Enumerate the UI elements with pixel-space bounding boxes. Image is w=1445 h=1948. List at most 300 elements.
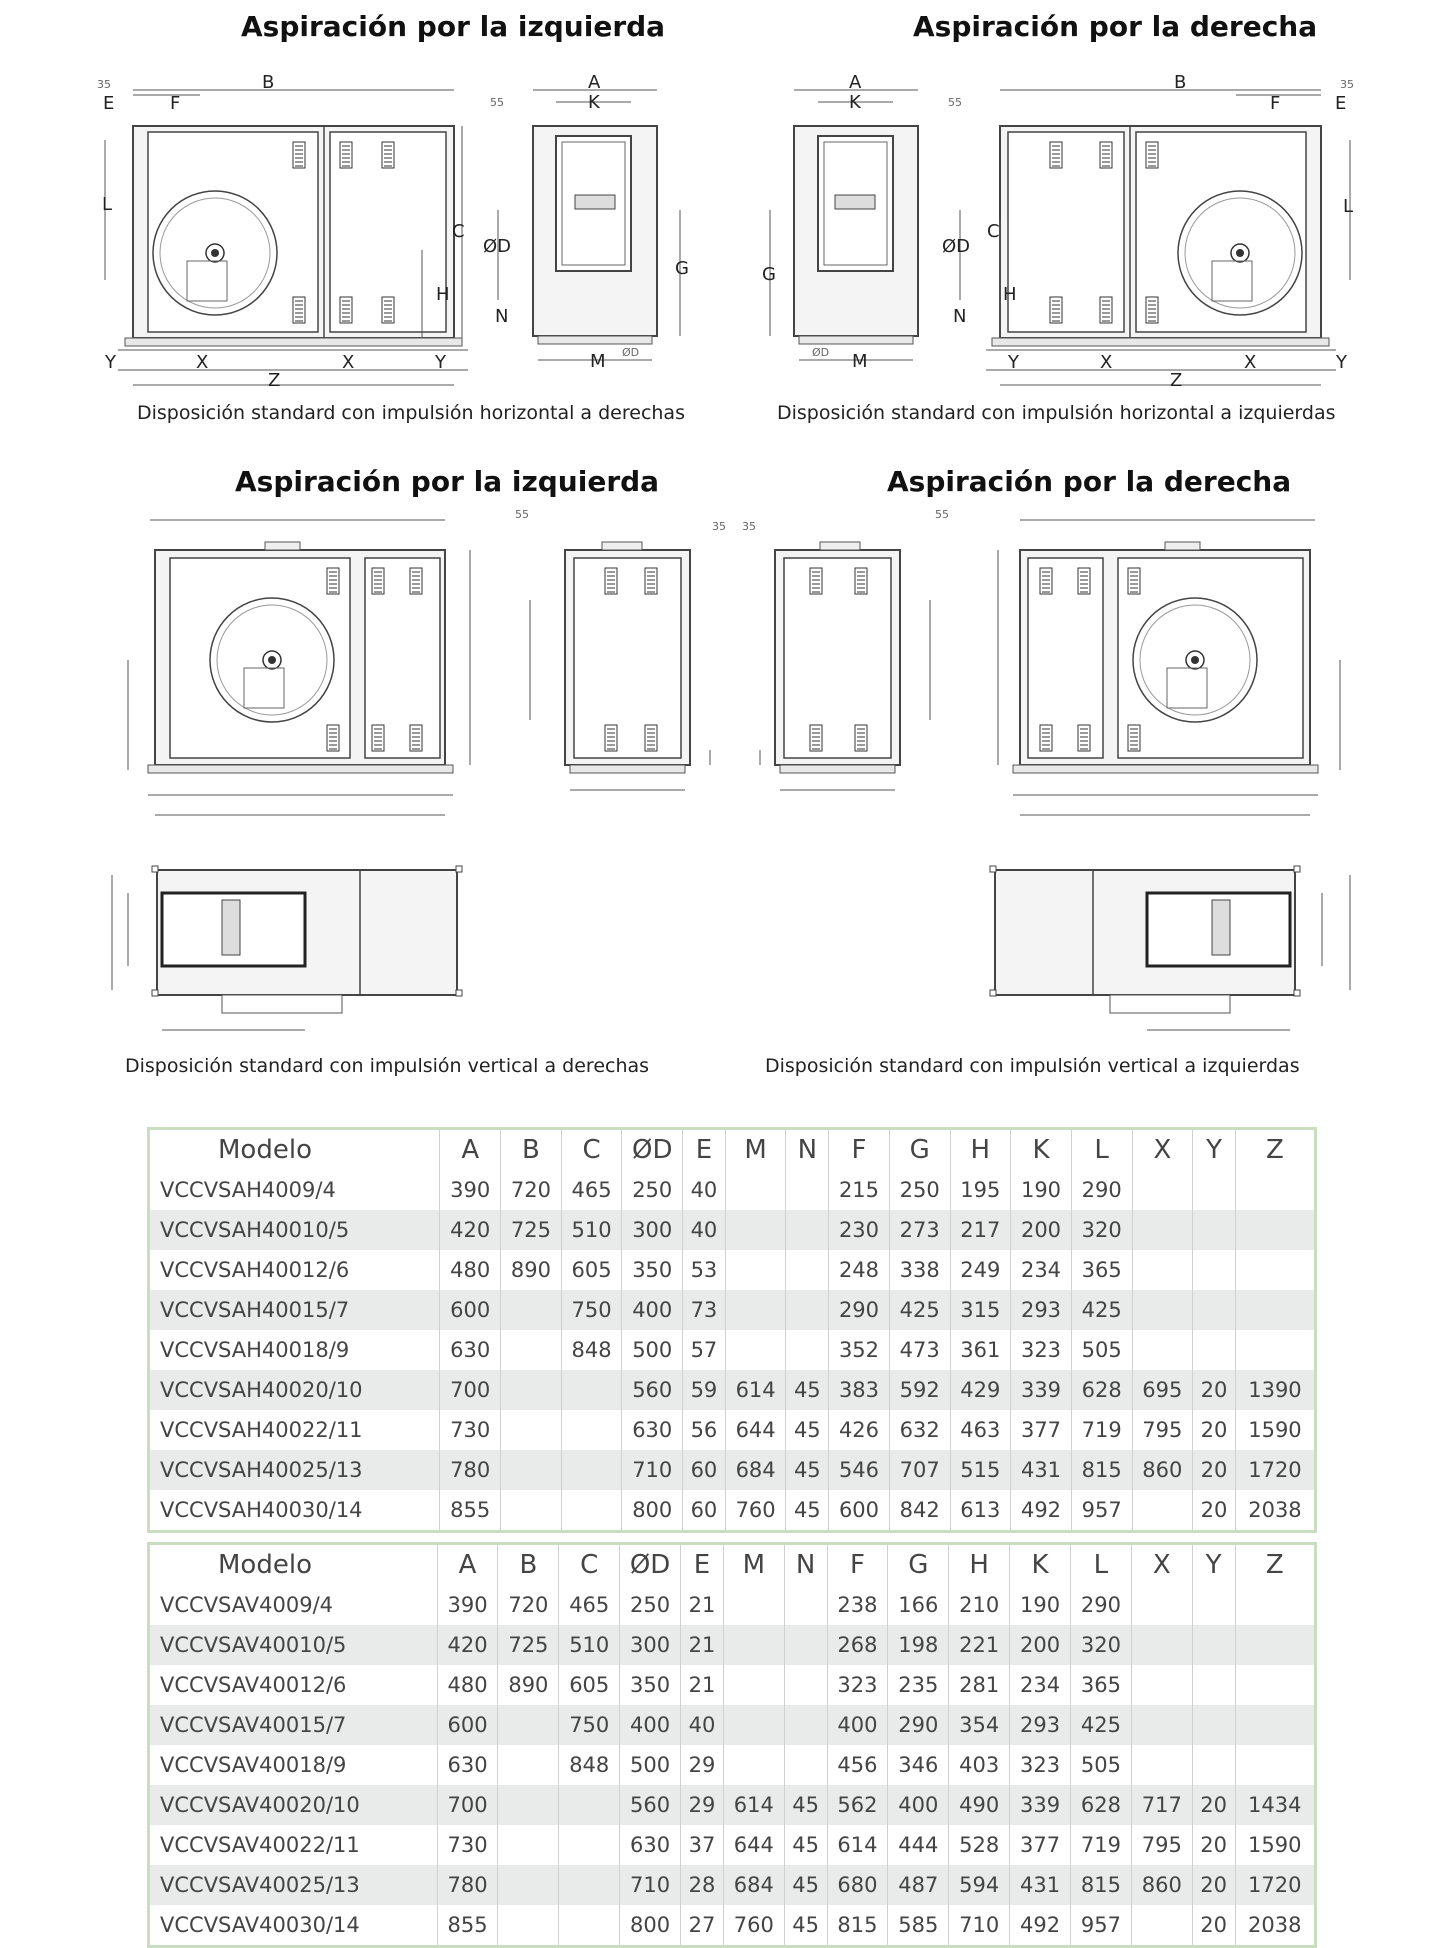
value-cell: 190	[1010, 1585, 1071, 1625]
dim-label: E	[103, 93, 115, 114]
value-cell: 320	[1071, 1210, 1132, 1250]
value-cell: 352	[829, 1330, 890, 1370]
value-cell: 1720	[1235, 1865, 1315, 1905]
table-row	[149, 1625, 1316, 1665]
dim-label: E	[1335, 93, 1347, 114]
value-cell: 320	[1070, 1625, 1131, 1665]
value-cell: 338	[889, 1250, 950, 1290]
value-cell: 614	[723, 1785, 784, 1825]
value-cell	[501, 1370, 562, 1410]
value-cell: 195	[950, 1170, 1011, 1210]
value-cell: 200	[1010, 1625, 1071, 1665]
value-cell: 560	[622, 1370, 683, 1410]
value-cell	[784, 1665, 827, 1705]
value-cell: 480	[437, 1665, 498, 1705]
value-cell: 339	[1010, 1785, 1071, 1825]
value-cell	[1193, 1250, 1236, 1290]
value-cell: 300	[622, 1210, 683, 1250]
value-cell: 600	[829, 1490, 890, 1532]
value-cell	[786, 1290, 829, 1330]
dim-label: F	[1270, 93, 1281, 114]
value-cell	[725, 1330, 786, 1370]
col-header: C	[561, 1129, 622, 1171]
col-header: B	[501, 1129, 562, 1171]
svg-text:ØD: ØD	[622, 346, 640, 359]
col-header: A	[440, 1129, 501, 1171]
value-cell: 420	[437, 1625, 498, 1665]
value-cell: 719	[1071, 1410, 1132, 1450]
value-cell: 431	[1010, 1865, 1071, 1905]
value-cell	[786, 1210, 829, 1250]
value-cell: 45	[784, 1785, 827, 1825]
value-cell	[784, 1585, 827, 1625]
value-cell	[725, 1210, 786, 1250]
value-cell	[1235, 1585, 1315, 1625]
svg-text:35: 35	[712, 520, 726, 533]
value-cell: 750	[559, 1705, 620, 1745]
value-cell: 45	[784, 1905, 827, 1947]
dim-label: Y	[435, 352, 446, 373]
col-header: ØD	[622, 1129, 683, 1171]
drawing-vertical-right-top	[990, 866, 1350, 1030]
value-cell: 45	[786, 1490, 829, 1532]
value-cell: 720	[498, 1585, 559, 1625]
value-cell: 400	[827, 1705, 888, 1745]
table-row	[149, 1905, 1316, 1947]
value-cell	[561, 1490, 622, 1532]
value-cell: 719	[1070, 1825, 1131, 1865]
value-cell: 29	[681, 1785, 724, 1825]
table-body	[149, 1585, 1316, 1947]
value-cell: 613	[950, 1490, 1011, 1532]
dim-label: H	[436, 284, 450, 305]
value-cell: 45	[786, 1410, 829, 1450]
col-header: ØD	[620, 1544, 681, 1586]
dim-label: X	[1100, 352, 1113, 373]
value-cell: 628	[1070, 1785, 1131, 1825]
value-cell	[561, 1450, 622, 1490]
value-cell: 560	[620, 1785, 681, 1825]
value-cell: 890	[501, 1250, 562, 1290]
value-cell: 815	[1070, 1865, 1131, 1905]
value-cell	[501, 1450, 562, 1490]
value-cell: 500	[620, 1745, 681, 1785]
table-horizontal-models	[147, 1127, 1317, 1533]
value-cell	[559, 1905, 620, 1947]
value-cell	[1192, 1745, 1235, 1785]
value-cell: 21	[681, 1625, 724, 1665]
value-cell: 632	[889, 1410, 950, 1450]
value-cell: 614	[827, 1825, 888, 1865]
dim-label: G	[675, 258, 689, 279]
value-cell: 700	[437, 1785, 498, 1825]
value-cell	[1235, 1745, 1315, 1785]
value-cell: 249	[950, 1250, 1011, 1290]
dim-label: H	[1003, 284, 1017, 305]
model-cell: VCCVSAV40030/14	[149, 1905, 438, 1947]
section2-caption-left: Disposición standard con impulsión vertical a derechas	[125, 1055, 650, 1077]
value-cell: 505	[1071, 1330, 1132, 1370]
value-cell: 848	[559, 1745, 620, 1785]
value-cell: 293	[1010, 1705, 1071, 1745]
value-cell	[1131, 1905, 1192, 1947]
dim-label: Y	[1336, 352, 1347, 373]
value-cell: 21	[681, 1665, 724, 1705]
table-row	[149, 1585, 1316, 1625]
dim-label: C	[987, 221, 1000, 242]
value-cell: 795	[1132, 1410, 1193, 1450]
value-cell: 855	[440, 1490, 501, 1532]
value-cell: 800	[622, 1490, 683, 1532]
value-cell: 365	[1070, 1665, 1131, 1705]
value-cell: 250	[620, 1585, 681, 1625]
table-vertical-models	[147, 1542, 1317, 1948]
value-cell	[1193, 1170, 1236, 1210]
value-cell: 235	[888, 1665, 949, 1705]
value-cell: 20	[1193, 1410, 1236, 1450]
value-cell: 717	[1131, 1785, 1192, 1825]
section1-title-right: Aspiración por la derecha	[913, 10, 1318, 43]
model-cell: VCCVSAH40012/6	[149, 1250, 440, 1290]
value-cell: 644	[725, 1410, 786, 1450]
dim-label: N	[953, 306, 967, 327]
value-cell	[725, 1170, 786, 1210]
value-cell	[1132, 1490, 1193, 1532]
value-cell: 250	[889, 1170, 950, 1210]
dim-label: M	[590, 351, 606, 372]
value-cell: 780	[440, 1450, 501, 1490]
model-cell: VCCVSAH40025/13	[149, 1450, 440, 1490]
col-header: Modelo	[149, 1129, 440, 1171]
value-cell: 2038	[1235, 1905, 1315, 1947]
section2-title-right: Aspiración por la derecha	[887, 465, 1292, 498]
value-cell: 465	[559, 1585, 620, 1625]
section2-title-left: Aspiración por la izquierda	[235, 465, 660, 498]
value-cell	[1132, 1250, 1193, 1290]
svg-text:35: 35	[1340, 78, 1354, 91]
value-cell: 290	[1070, 1585, 1131, 1625]
value-cell: 760	[725, 1490, 786, 1532]
value-cell: 429	[950, 1370, 1011, 1410]
dim-label: Z	[1170, 370, 1183, 391]
svg-text:55: 55	[935, 508, 949, 521]
value-cell: 431	[1011, 1450, 1072, 1490]
dim-label: K	[849, 92, 861, 113]
dim-label: N	[495, 306, 509, 327]
value-cell: 628	[1071, 1370, 1132, 1410]
value-cell: 346	[888, 1745, 949, 1785]
value-cell: 505	[1070, 1745, 1131, 1785]
value-cell: 795	[1131, 1825, 1192, 1865]
value-cell: 400	[620, 1705, 681, 1745]
table-header-row	[149, 1129, 1316, 1171]
value-cell: 53	[683, 1250, 726, 1290]
value-cell: 300	[620, 1625, 681, 1665]
col-header: Y	[1193, 1129, 1236, 1171]
value-cell	[1192, 1665, 1235, 1705]
model-cell: VCCVSAV40022/11	[149, 1825, 438, 1865]
model-cell: VCCVSAH40022/11	[149, 1410, 440, 1450]
value-cell	[501, 1490, 562, 1532]
value-cell	[1132, 1330, 1193, 1370]
model-cell: VCCVSAV40012/6	[149, 1665, 438, 1705]
value-cell	[723, 1705, 784, 1745]
model-cell: VCCVSAH40018/9	[149, 1330, 440, 1370]
value-cell: 221	[949, 1625, 1010, 1665]
value-cell: 444	[888, 1825, 949, 1865]
value-cell: 730	[437, 1825, 498, 1865]
value-cell: 957	[1070, 1905, 1131, 1947]
svg-text:55: 55	[948, 96, 962, 109]
col-header: L	[1070, 1544, 1131, 1586]
value-cell	[786, 1170, 829, 1210]
value-cell: 842	[889, 1490, 950, 1532]
value-cell: 377	[1010, 1825, 1071, 1865]
value-cell: 780	[437, 1865, 498, 1905]
value-cell: 630	[622, 1410, 683, 1450]
drawing-horizontal-left-side	[483, 72, 689, 372]
value-cell: 480	[440, 1250, 501, 1290]
col-header: F	[829, 1129, 890, 1171]
value-cell	[725, 1290, 786, 1330]
model-cell: VCCVSAV40020/10	[149, 1785, 438, 1825]
value-cell: 361	[950, 1330, 1011, 1370]
value-cell: 281	[949, 1665, 1010, 1705]
value-cell: 600	[437, 1705, 498, 1745]
dim-label: X	[1244, 352, 1257, 373]
value-cell: 20	[1192, 1865, 1235, 1905]
value-cell	[1192, 1705, 1235, 1745]
col-header: E	[681, 1544, 724, 1586]
col-header: K	[1011, 1129, 1072, 1171]
value-cell: 234	[1010, 1665, 1071, 1705]
drawing-vertical-right-front	[998, 520, 1340, 815]
value-cell	[786, 1250, 829, 1290]
table-header-row	[149, 1544, 1316, 1586]
value-cell: 28	[681, 1865, 724, 1905]
value-cell: 248	[829, 1250, 890, 1290]
table-row	[149, 1865, 1316, 1905]
dim-label: L	[1343, 196, 1354, 217]
value-cell: 45	[786, 1450, 829, 1490]
value-cell: 492	[1010, 1905, 1071, 1947]
value-cell: 377	[1011, 1410, 1072, 1450]
value-cell: 27	[681, 1905, 724, 1947]
value-cell: 594	[949, 1865, 1010, 1905]
table-row	[149, 1290, 1316, 1330]
col-header: Z	[1235, 1129, 1315, 1171]
value-cell: 59	[683, 1370, 726, 1410]
value-cell	[1235, 1330, 1315, 1370]
value-cell: 490	[949, 1785, 1010, 1825]
value-cell	[561, 1370, 622, 1410]
value-cell	[1193, 1290, 1236, 1330]
drawing-horizontal-left-front	[97, 72, 468, 391]
value-cell: 562	[827, 1785, 888, 1825]
value-cell: 21	[681, 1585, 724, 1625]
value-cell: 290	[829, 1290, 890, 1330]
value-cell	[784, 1625, 827, 1665]
value-cell: 350	[622, 1250, 683, 1290]
value-cell: 600	[440, 1290, 501, 1330]
svg-text:ØD: ØD	[812, 346, 830, 359]
value-cell: 684	[723, 1865, 784, 1905]
value-cell	[1235, 1210, 1315, 1250]
value-cell	[559, 1785, 620, 1825]
drawing-horizontal-right-side	[762, 72, 970, 372]
value-cell: 957	[1071, 1490, 1132, 1532]
value-cell: 200	[1011, 1210, 1072, 1250]
value-cell	[1235, 1665, 1315, 1705]
dim-label: F	[170, 93, 181, 114]
value-cell	[559, 1825, 620, 1865]
value-cell: 860	[1131, 1865, 1192, 1905]
value-cell: 546	[829, 1450, 890, 1490]
value-cell: 198	[888, 1625, 949, 1665]
value-cell: 855	[437, 1905, 498, 1947]
value-cell: 425	[1070, 1705, 1131, 1745]
value-cell: 1590	[1235, 1410, 1315, 1450]
value-cell: 250	[622, 1170, 683, 1210]
value-cell: 510	[561, 1210, 622, 1250]
value-cell	[1131, 1625, 1192, 1665]
value-cell: 400	[622, 1290, 683, 1330]
value-cell: 273	[889, 1210, 950, 1250]
value-cell: 725	[498, 1625, 559, 1665]
dim-label: X	[196, 352, 209, 373]
value-cell	[723, 1745, 784, 1785]
value-cell	[498, 1905, 559, 1947]
value-cell: 465	[561, 1170, 622, 1210]
model-cell: VCCVSAH40015/7	[149, 1290, 440, 1330]
value-cell	[1193, 1330, 1236, 1370]
col-header: X	[1132, 1129, 1193, 1171]
value-cell: 592	[889, 1370, 950, 1410]
value-cell: 425	[1071, 1290, 1132, 1330]
col-header: A	[437, 1544, 498, 1586]
value-cell: 644	[723, 1825, 784, 1865]
col-header: F	[827, 1544, 888, 1586]
model-cell: VCCVSAH4009/4	[149, 1170, 440, 1210]
value-cell: 210	[949, 1585, 1010, 1625]
value-cell: 37	[681, 1825, 724, 1865]
value-cell: 20	[1192, 1825, 1235, 1865]
value-cell: 420	[440, 1210, 501, 1250]
table-row	[149, 1490, 1316, 1532]
dim-label: G	[762, 264, 776, 285]
value-cell: 463	[950, 1410, 1011, 1450]
col-header: H	[949, 1544, 1010, 1586]
col-header: B	[498, 1544, 559, 1586]
value-cell	[1192, 1585, 1235, 1625]
value-cell	[561, 1410, 622, 1450]
value-cell: 20	[1193, 1450, 1236, 1490]
dim-label: ØD	[483, 236, 512, 257]
dim-label: M	[852, 351, 868, 372]
value-cell: 20	[1192, 1905, 1235, 1947]
model-cell: VCCVSAV40025/13	[149, 1865, 438, 1905]
value-cell: 426	[829, 1410, 890, 1450]
value-cell: 354	[949, 1705, 1010, 1745]
value-cell	[1192, 1625, 1235, 1665]
value-cell: 680	[827, 1865, 888, 1905]
value-cell: 500	[622, 1330, 683, 1370]
value-cell: 707	[889, 1450, 950, 1490]
model-cell: VCCVSAH40020/10	[149, 1370, 440, 1410]
value-cell: 403	[949, 1745, 1010, 1785]
value-cell: 323	[827, 1665, 888, 1705]
value-cell: 45	[786, 1370, 829, 1410]
section1-caption-left: Disposición standard con impulsión horizontal a derechas	[137, 402, 685, 424]
svg-text:55: 55	[515, 508, 529, 521]
drawing-vertical-left-top	[112, 866, 462, 1030]
value-cell	[1131, 1585, 1192, 1625]
table-row	[149, 1450, 1316, 1490]
value-cell: 473	[889, 1330, 950, 1370]
value-cell	[1131, 1705, 1192, 1745]
dim-label: Y	[105, 352, 116, 373]
value-cell: 350	[620, 1665, 681, 1705]
value-cell	[1235, 1170, 1315, 1210]
value-cell	[498, 1785, 559, 1825]
table-row	[149, 1250, 1316, 1290]
value-cell	[723, 1625, 784, 1665]
value-cell: 605	[559, 1665, 620, 1705]
value-cell	[725, 1250, 786, 1290]
value-cell: 215	[829, 1170, 890, 1210]
value-cell: 390	[437, 1585, 498, 1625]
value-cell	[723, 1585, 784, 1625]
value-cell: 1590	[1235, 1825, 1315, 1865]
col-header: H	[950, 1129, 1011, 1171]
value-cell: 45	[784, 1825, 827, 1865]
value-cell: 510	[559, 1625, 620, 1665]
value-cell: 238	[827, 1585, 888, 1625]
table-body	[149, 1170, 1316, 1532]
value-cell: 684	[725, 1450, 786, 1490]
value-cell: 383	[829, 1370, 890, 1410]
value-cell: 710	[620, 1865, 681, 1905]
table-row	[149, 1785, 1316, 1825]
model-cell: VCCVSAH40030/14	[149, 1490, 440, 1532]
col-header: L	[1071, 1129, 1132, 1171]
model-cell: VCCVSAV40015/7	[149, 1705, 438, 1745]
value-cell: 339	[1011, 1370, 1072, 1410]
value-cell: 57	[683, 1330, 726, 1370]
value-cell: 890	[498, 1665, 559, 1705]
value-cell: 700	[440, 1370, 501, 1410]
col-header: Z	[1235, 1544, 1315, 1586]
value-cell: 2038	[1235, 1490, 1315, 1532]
dim-label: ØD	[942, 236, 971, 257]
value-cell	[501, 1290, 562, 1330]
dim-label: B	[1174, 72, 1187, 93]
value-cell: 390	[440, 1170, 501, 1210]
value-cell: 40	[683, 1170, 726, 1210]
value-cell	[784, 1745, 827, 1785]
dim-label: A	[849, 72, 862, 93]
value-cell	[1132, 1210, 1193, 1250]
drawing-vertical-right-side	[742, 508, 949, 790]
value-cell: 217	[950, 1210, 1011, 1250]
value-cell: 60	[683, 1450, 726, 1490]
svg-text:35: 35	[742, 520, 756, 533]
value-cell	[498, 1705, 559, 1745]
value-cell: 20	[1193, 1370, 1236, 1410]
drawing-horizontal-right-front	[986, 72, 1354, 391]
table-row	[149, 1825, 1316, 1865]
col-header: K	[1010, 1544, 1071, 1586]
